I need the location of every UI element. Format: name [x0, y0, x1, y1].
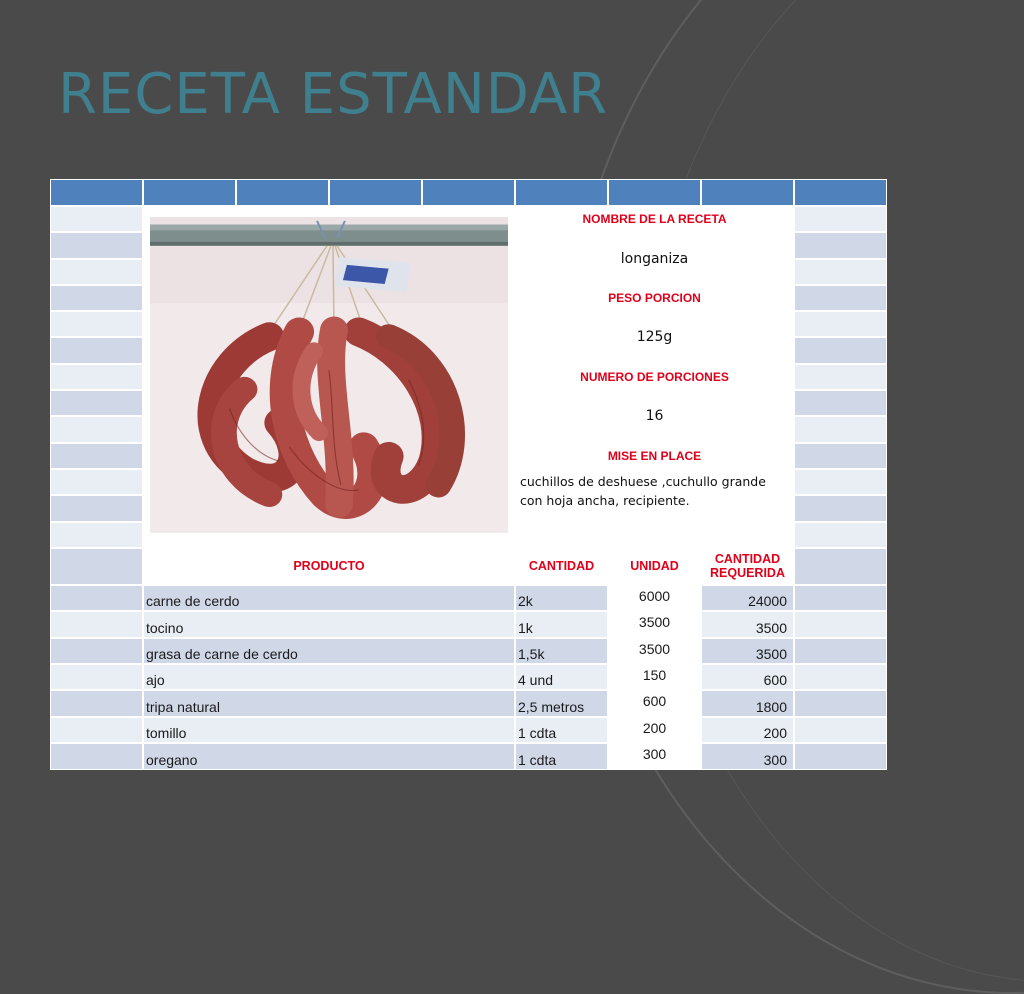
table-cell	[50, 416, 143, 442]
table-cell	[794, 206, 887, 232]
portion-weight-label: PESO PORCION	[515, 285, 794, 311]
product-required: 24000	[701, 585, 794, 611]
table-cell	[50, 337, 143, 363]
product-unit: 300	[608, 743, 701, 769]
table-cell	[794, 664, 887, 690]
product-required: 3500	[701, 611, 794, 637]
table-cell	[50, 690, 143, 716]
table-cell	[794, 259, 887, 285]
slide-title: RECETA ESTANDAR	[58, 62, 609, 127]
product-quantity: 2,5 metros	[515, 690, 608, 716]
table-cell	[794, 743, 887, 769]
product-name: tripa natural	[143, 690, 515, 716]
product-unit: 600	[608, 690, 701, 716]
product-unit: 3500	[608, 638, 701, 664]
product-unit: 200	[608, 717, 701, 743]
table-cell	[50, 469, 143, 495]
product-required: 300	[701, 743, 794, 769]
table-cell	[50, 638, 143, 664]
product-unit: 6000	[608, 585, 701, 611]
portions-label: NUMERO DE PORCIONES	[515, 364, 794, 390]
table-cell	[794, 416, 887, 442]
column-header-cantidad: CANTIDAD	[515, 548, 608, 585]
sausage-image	[150, 217, 508, 533]
table-cell	[50, 259, 143, 285]
table-cell	[50, 311, 143, 337]
product-quantity: 2k	[515, 585, 608, 611]
product-name: tomillo	[143, 717, 515, 743]
table-cell	[794, 495, 887, 521]
product-quantity: 1 cdta	[515, 743, 608, 769]
table-cell	[794, 611, 887, 637]
table-cell	[794, 443, 887, 469]
product-name: tocino	[143, 611, 515, 637]
portion-weight-value: 125g	[515, 311, 794, 364]
table-cell	[794, 548, 887, 585]
product-required: 200	[701, 717, 794, 743]
header-cell	[515, 179, 608, 206]
hanging-sausages-photo	[143, 206, 515, 548]
table-cell	[50, 717, 143, 743]
recipe-name-value: longaniza	[515, 232, 794, 285]
table-cell	[50, 743, 143, 769]
table-cell	[794, 585, 887, 611]
table-cell	[794, 469, 887, 495]
product-quantity: 4 und	[515, 664, 608, 690]
header-cell	[236, 179, 329, 206]
table-cell	[50, 232, 143, 258]
product-quantity: 1 cdta	[515, 717, 608, 743]
table-cell	[794, 522, 887, 548]
column-header-unidad: UNIDAD	[608, 548, 701, 585]
table-cell	[50, 495, 143, 521]
table-cell	[794, 638, 887, 664]
table-cell	[50, 611, 143, 637]
table-cell	[50, 390, 143, 416]
product-name: oregano	[143, 743, 515, 769]
mise-en-place-label: MISE EN PLACE	[515, 443, 794, 469]
table-cell	[794, 690, 887, 716]
recipe-name-label: NOMBRE DE LA RECETA	[515, 206, 794, 232]
table-cell	[50, 364, 143, 390]
header-cell	[50, 179, 143, 206]
table-cell	[50, 443, 143, 469]
portions-value: 16	[515, 390, 794, 443]
mise-en-place-value: cuchillos de deshuese ,cuchullo grande con hoja ancha, recipiente.	[515, 469, 794, 548]
table-cell	[794, 232, 887, 258]
header-cell	[701, 179, 794, 206]
table-cell	[50, 585, 143, 611]
table-cell	[794, 364, 887, 390]
product-quantity: 1,5k	[515, 638, 608, 664]
product-unit: 3500	[608, 611, 701, 637]
product-required: 3500	[701, 638, 794, 664]
product-name: carne de cerdo	[143, 585, 515, 611]
table-cell	[794, 337, 887, 363]
product-name: ajo	[143, 664, 515, 690]
table-cell	[794, 717, 887, 743]
product-quantity: 1k	[515, 611, 608, 637]
recipe-table	[50, 179, 887, 770]
table-cell	[50, 664, 143, 690]
table-cell	[794, 390, 887, 416]
product-unit: 150	[608, 664, 701, 690]
table-cell	[50, 548, 143, 585]
product-name: grasa de carne de cerdo	[143, 638, 515, 664]
header-cell	[329, 179, 422, 206]
header-cell	[422, 179, 515, 206]
header-cell	[143, 179, 236, 206]
product-required: 600	[701, 664, 794, 690]
header-cell	[794, 179, 887, 206]
table-cell	[50, 285, 143, 311]
table-cell	[50, 206, 143, 232]
column-header-producto: PRODUCTO	[143, 548, 515, 585]
header-cell	[608, 179, 701, 206]
product-required: 1800	[701, 690, 794, 716]
column-header-cantidad-requerida: CANTIDAD REQUERIDA	[701, 548, 794, 585]
table-cell	[794, 311, 887, 337]
table-cell	[50, 522, 143, 548]
table-cell	[794, 285, 887, 311]
